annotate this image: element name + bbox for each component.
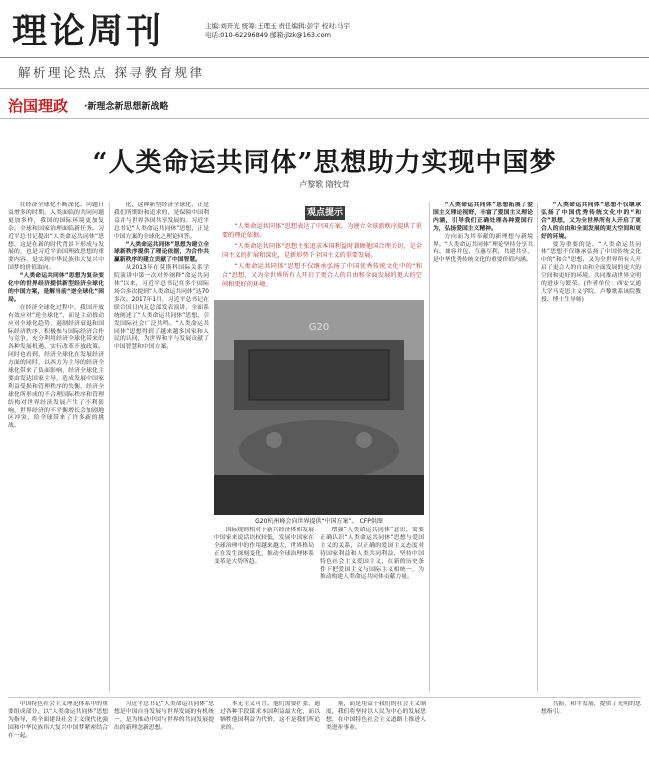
bottom-column-5 bbox=[541, 701, 641, 765]
paragraph: 量，而是用益于我们的社会主义制度，我们将坚持以人民为中心的发展思想，在中国特色社会主义道路上推进人类进步事业。 bbox=[326, 701, 426, 731]
viewpoint-label: 观点提示 bbox=[306, 208, 343, 218]
column-subtitle: ·新理念新思想新战略 bbox=[84, 102, 169, 112]
article-column-5 bbox=[541, 202, 641, 692]
photo-illustration bbox=[214, 300, 424, 515]
masthead-rule bbox=[0, 57, 649, 58]
paragraph: “人类命运共同体”思想不仅继承弘扬了中国优秀传统文化中的“和合”思想，又为全世界所有人开启了更合人的自由和全面发展的更大空间和更好的环境。 bbox=[541, 202, 641, 240]
column-divider bbox=[429, 202, 430, 692]
masthead-meta-line1: 主编:刘开光 统筹:王理玉 责任编辑:彭宇 校对:马宇 bbox=[205, 22, 350, 30]
article-byline: 卢黎歌 隋牧茸 bbox=[299, 180, 350, 189]
article-column-4 bbox=[433, 202, 533, 692]
paragraph: 要为重要的是，“人类命运共同体”思想不仅继承弘扬了中国传统文化中的“和合”思想，又为全世界所有人开启了更合人的自由和全面发展的更大的空间和更好的环境，共同推动世界文明的进步与繁荣。(作者单位：西安交通大学马克思主义学院，卢黎歌系该院教授、博士生导师) bbox=[541, 241, 641, 303]
paragraph: 共振，和平发展，提供了光明的思想指引。 bbox=[541, 701, 641, 715]
article-column-3a bbox=[214, 527, 314, 692]
paragraph: 在经济全球化不断深化、问题日益增多的时期，人类面临的共同问题更加多样，我国的国际环境更加复杂。全球和国家治理面临新任务。习近平总书记提出“人类命运共同体”思想，这是在新的时代背景下形成与发展的，也是习近平治国理政思想的重要内容，是实现中华民族伟大复兴中国梦的价值取向。 bbox=[8, 202, 104, 272]
paragraph: “人类命运共同体”思想拓展了爱国主义理论视野，丰富了爱国主义理论内涵，引导我们正确处理各种爱国行为，弘扬爱国主义精神。 bbox=[433, 202, 533, 232]
paragraph: 习近平总书记“人类命运共同体”思想是中国自身发展与世界发展的有机统一，是为推动中国与世界的共同发展提出的新理念新思想。 bbox=[114, 701, 214, 731]
photo-caption: G20杭州峰会向世界提供“中国方案”。 CFP供图 bbox=[255, 518, 383, 525]
masthead-meta-line2: 电话:010-62296849 邮箱:jlzk@163.com bbox=[205, 31, 331, 39]
column-divider bbox=[109, 202, 110, 692]
paragraph: 国际规则相对于新兴经济体和发展中国家来说话语权较低，发展中国家在全球治理中的作用越来越大，世界格局正在发生深刻变化，推动全球治理体系变革是大势所趋。 bbox=[214, 527, 314, 565]
article-column-3b bbox=[320, 527, 424, 692]
masthead-rule-bottom bbox=[0, 88, 649, 89]
masthead-meta bbox=[205, 22, 350, 40]
masthead-title: 理论周刊 bbox=[12, 11, 165, 52]
bottom-column-4 bbox=[326, 701, 426, 765]
paragraph: 增强“人类命运共同体”意识，需要正确认识“人类命运共同体”思想与爱国主义的关系，以正确的爱国主义态度对待国家利益和人类共同利益，坚持中国特色社会主义爱国主义，在新的历史条件下把爱国主义与国际主义相统一，为推动构建人类命运共同体贡献力量。 bbox=[320, 527, 424, 581]
viewpoint-text bbox=[222, 223, 422, 292]
article-photo bbox=[214, 300, 424, 515]
paragraph: “人类命运共同体”思想为建立全球新秩序提供了理论依据，为合作共赢新秩序的建立贡献了中国智慧。 bbox=[114, 241, 209, 264]
article-column-2 bbox=[114, 202, 209, 692]
paragraph: 方向而为其奉献的新理想与新境界。“人类命运共同体”理论坚持分享共有、兼容并包，互惠互利，共建共享，是中华优秀传统文化的重要价值内涵。 bbox=[433, 233, 533, 264]
bottom-band-rule bbox=[8, 697, 641, 698]
bottom-column-3 bbox=[220, 701, 320, 765]
paragraph: “人类命运共同体”思想为复杂变化中的世界经济提供新型经济全球化的中国方案，是解当前“逆全球化”困局。 bbox=[8, 273, 104, 303]
viewpoint-paragraph: “人类命运共同体”思想表达了中国方案，为建立全球新秩序提供了重要的理论依据。 bbox=[222, 223, 422, 239]
column-name: 治国理政 bbox=[8, 97, 69, 115]
article-column-1 bbox=[8, 202, 104, 692]
svg-text:G20: G20 bbox=[308, 322, 330, 333]
column-divider bbox=[537, 202, 538, 692]
paragraph: 本无主义可言。他们需要扩张，通过各种手段谋求本国利益最大化，而以牺牲他国利益为代价，这不是我们所追求的。 bbox=[220, 701, 320, 731]
paragraph: 从2013年在莫斯科国际关系学院演讲中第一次对外阐释“命运共同体”以来，习近平总书记在多个国际场合多次提到“人类命运共同体”达70多次。2017年1月，习近平总书记在联合国日内瓦总部发表演讲，全面系统阐述了“人类命运共同体”思想，引发国际社会广泛共鸣。“人类命运共同体”思想得到了越来越多国家和人民的认同，为世界和平与发展贡献了中国智慧和中国方案。 bbox=[114, 265, 209, 351]
viewpoint-paragraph: “人类命运共同体”思想不仅继承弘扬了中国优秀传统文化中的“和合”思想，又为全世界所有人开启了更合人的自由和全面发展的更大的空间和更好的环境。 bbox=[222, 263, 422, 288]
bottom-column-2 bbox=[114, 701, 214, 765]
bottom-column-1 bbox=[8, 701, 108, 765]
viewpoint-paragraph: “人类命运共同体”思想主张追求本国利益时兼顾他国合理关切，是全国主义的扩展和深化，是新形势下全国主义的重要发展。 bbox=[222, 243, 422, 259]
paragraph: 中国特色社会主义理论体系中的重要组成部分，以“人类命运共同体”思想为指导，将全面建设社会主义现代化强国和中华民族伟大复兴中国梦紧密结合在一起。 bbox=[8, 701, 108, 739]
paragraph: 在经济全球化过程中，我国开放有效应对“逆全球化”，而是主动推动应对全球化趋势，遏制经济衰退和国际经济秩序，积极参与国际经济合作与竞争，充分利用经济全球化带来的各种发展机遇，实行改革开放政策。同时也看到，经济全球化在发展经济方面的同时，以西方为主导的经济全球化带来了负面影响，经济全球化主要由发达国家主导，造成发展中国家利益受损和管理秩序的失衡，经济全球化所形成的不合理国际秩序和管理结构对世界经济发展产生了不利影响，世界经济的不平衡增长会加剧地区冲突，给全球带来了许多新的挑战。 bbox=[8, 304, 104, 430]
column-header-rule bbox=[0, 118, 649, 119]
masthead-subtitle: 解析理论热点 探寻教育规律 bbox=[18, 65, 205, 80]
article-headline: “人类命运共同体”思想助力实现中国梦 bbox=[92, 148, 557, 178]
paragraph: 化，这种新型经济全球化，正是我们所期盼和追求的，是保障中国利益并与世界各国共享发展的。习近平总书记“人类命运共同体”思想，正是中国方案的全球化之理论回答。 bbox=[114, 202, 209, 240]
